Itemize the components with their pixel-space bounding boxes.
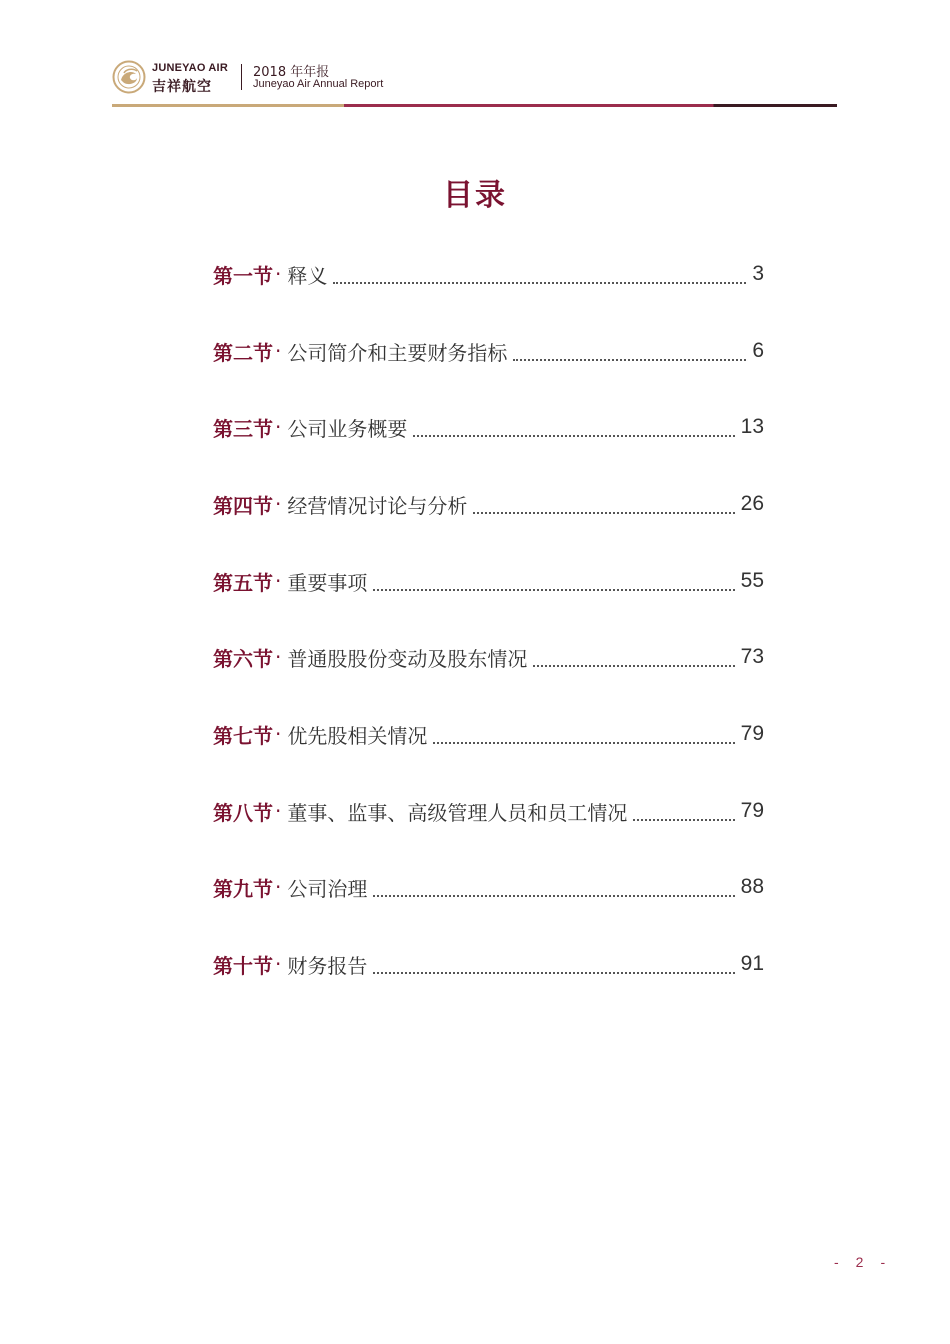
section-separator: ·: [275, 262, 282, 286]
toc-item[interactable]: [213, 486, 764, 522]
header-rule: [112, 104, 837, 107]
toc-item[interactable]: [213, 716, 764, 752]
page-number: 6: [752, 339, 764, 362]
dot-leader: [373, 883, 734, 897]
toc-item[interactable]: [213, 639, 764, 675]
section-title: 董事、监事、高级管理人员和员工情况: [287, 800, 628, 825]
page-number: 91: [740, 952, 764, 975]
section-number: 第一节: [213, 263, 273, 288]
section-number: 第五节: [213, 570, 273, 595]
footer-dash-right: -: [880, 1254, 887, 1270]
section-title: 优先股相关情况: [287, 723, 428, 748]
page-footer: [826, 1254, 894, 1270]
page-number: 88: [740, 875, 764, 898]
section-title: 公司业务概要: [287, 416, 408, 441]
dot-leader: [513, 347, 746, 361]
section-separator: ·: [275, 492, 282, 516]
page-number: 3: [752, 262, 764, 285]
section-number: 第四节: [213, 493, 273, 518]
section-number: 第十节: [213, 953, 273, 978]
section-title: 经营情况讨论与分析: [287, 493, 468, 518]
page-number: 13: [740, 415, 764, 438]
section-number: 第九节: [213, 876, 273, 901]
footer-page-number: 2: [855, 1254, 865, 1270]
page-number: 26: [740, 492, 764, 515]
section-title: 财务报告: [287, 953, 368, 978]
dot-leader: [473, 500, 734, 514]
brand-chinese: 吉祥航空: [152, 79, 212, 95]
toc-item[interactable]: [213, 333, 764, 369]
report-title-cn: 2018 年年报: [253, 65, 330, 80]
section-separator: ·: [275, 569, 282, 593]
section-title: 公司治理: [287, 876, 368, 901]
toc-item[interactable]: [213, 946, 764, 982]
page-header: [112, 58, 842, 98]
brand-english: JUNEYAO AIR: [152, 62, 228, 74]
dot-leader: [433, 730, 734, 744]
section-separator: ·: [275, 799, 282, 823]
section-separator: ·: [275, 645, 282, 669]
toc-item[interactable]: [213, 793, 764, 829]
dot-leader: [633, 807, 734, 821]
section-number: 第七节: [213, 723, 273, 748]
page-number: 79: [740, 722, 764, 745]
section-title: 普通股股份变动及股东情况: [287, 646, 528, 671]
section-separator: ·: [275, 952, 282, 976]
section-number: 第三节: [213, 416, 273, 441]
section-number: 第八节: [213, 800, 273, 825]
juneyao-logo-icon: [112, 60, 146, 94]
section-separator: ·: [275, 415, 282, 439]
toc-item[interactable]: [213, 869, 764, 905]
section-number: 第二节: [213, 340, 273, 365]
section-title: 公司简介和主要财务指标: [287, 340, 508, 365]
section-title: 释义: [287, 263, 328, 288]
section-title: 重要事项: [287, 570, 368, 595]
section-number: 第六节: [213, 646, 273, 671]
footer-dash-left: -: [834, 1254, 840, 1270]
dot-leader: [413, 423, 734, 437]
toc-item[interactable]: [213, 409, 764, 445]
dot-leader: [533, 653, 734, 667]
header-divider: [241, 64, 242, 90]
page-number: 73: [740, 645, 764, 668]
dot-leader: [373, 577, 734, 591]
page-title: 目录: [443, 178, 507, 213]
page-number: 55: [740, 569, 764, 592]
section-separator: ·: [275, 339, 282, 363]
toc-item[interactable]: [213, 256, 764, 292]
report-title-en: Juneyao Air Annual Report: [253, 78, 384, 90]
toc-item[interactable]: [213, 563, 764, 599]
dot-leader: [333, 270, 746, 284]
page-number: 79: [740, 799, 764, 822]
section-separator: ·: [275, 722, 282, 746]
section-separator: ·: [275, 875, 282, 899]
dot-leader: [373, 960, 734, 974]
